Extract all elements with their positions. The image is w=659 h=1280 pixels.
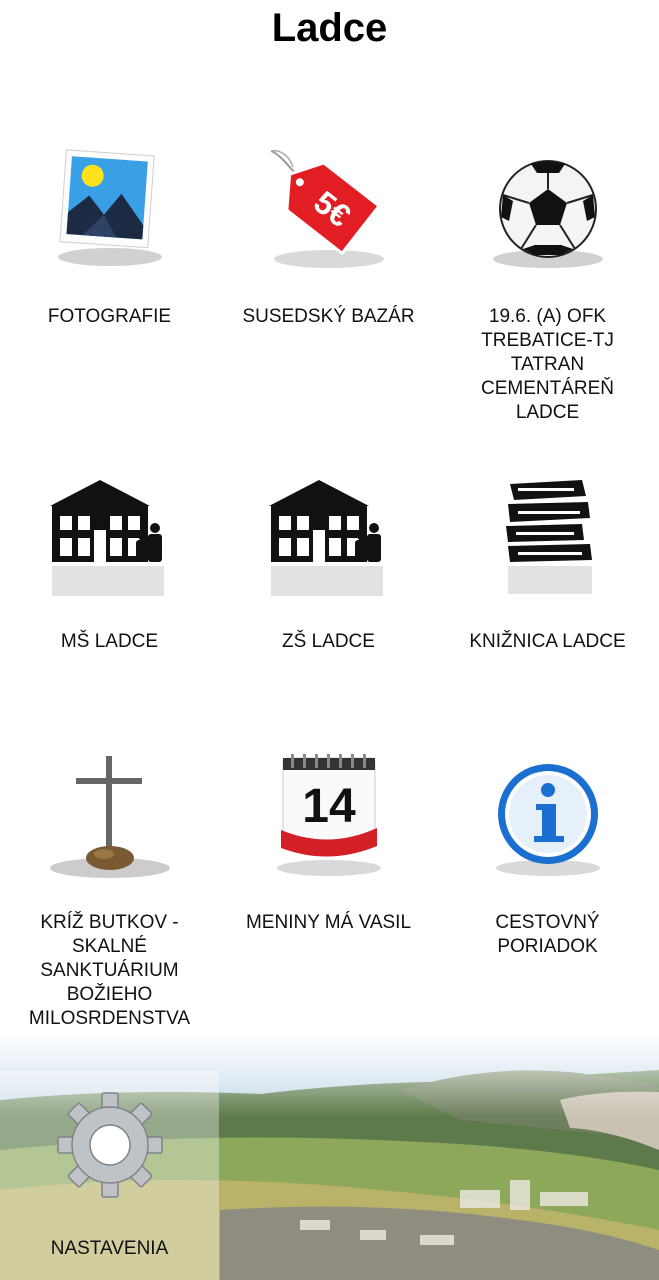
- tile-kniznica-ladce[interactable]: [438, 470, 657, 654]
- tile-label: FOTOGRAFIE: [47, 306, 172, 327]
- school-icon: [40, 470, 180, 610]
- price-tag-text: 5€: [306, 183, 357, 235]
- tile-ms-ladce[interactable]: [0, 470, 219, 654]
- calendar-icon: [259, 750, 399, 885]
- price-tag-icon: [259, 145, 399, 275]
- calendar-day: 14: [301, 780, 356, 833]
- tile-cestovny-poriadok[interactable]: [438, 750, 657, 959]
- tile-label: KNIŽNICA LADCE: [469, 631, 626, 652]
- tile-football-match[interactable]: [438, 145, 657, 425]
- tile-meniny[interactable]: [219, 750, 438, 935]
- tile-label: 19.6. (A) OFK TREBATICE-TJ TATRAN CEMENTÁREŇ LADCE: [480, 306, 614, 423]
- settings-button[interactable]: [0, 1090, 219, 1205]
- info-icon: [478, 750, 618, 885]
- tile-label: CESTOVNÝ PORIADOK: [495, 912, 600, 957]
- tile-label: KRÍŽ BUTKOV - SKALNÉ SANKTUÁRIUM BOŽIEHO MILOSRDENSTVA: [28, 912, 191, 1029]
- tile-susedsky-bazar[interactable]: [219, 145, 438, 329]
- photo-icon: [45, 145, 175, 275]
- books-icon: [478, 470, 618, 610]
- settings-label: NASTAVENIA: [50, 1238, 169, 1259]
- cross-icon: [40, 750, 180, 885]
- gear-icon: [50, 1090, 170, 1200]
- school-icon: [259, 470, 399, 610]
- tile-kriz-butkov[interactable]: [0, 750, 219, 1031]
- tile-label: ZŠ LADCE: [282, 631, 375, 652]
- tile-fotografie[interactable]: [0, 145, 219, 329]
- football-icon: [483, 145, 613, 275]
- tile-label: MŠ LADCE: [60, 631, 159, 652]
- tile-label: SUSEDSKÝ BAZÁR: [242, 306, 415, 327]
- tile-zs-ladce[interactable]: [219, 470, 438, 654]
- page-title: Ladce: [271, 6, 388, 50]
- tile-label: MENINY MÁ VASIL: [245, 912, 412, 933]
